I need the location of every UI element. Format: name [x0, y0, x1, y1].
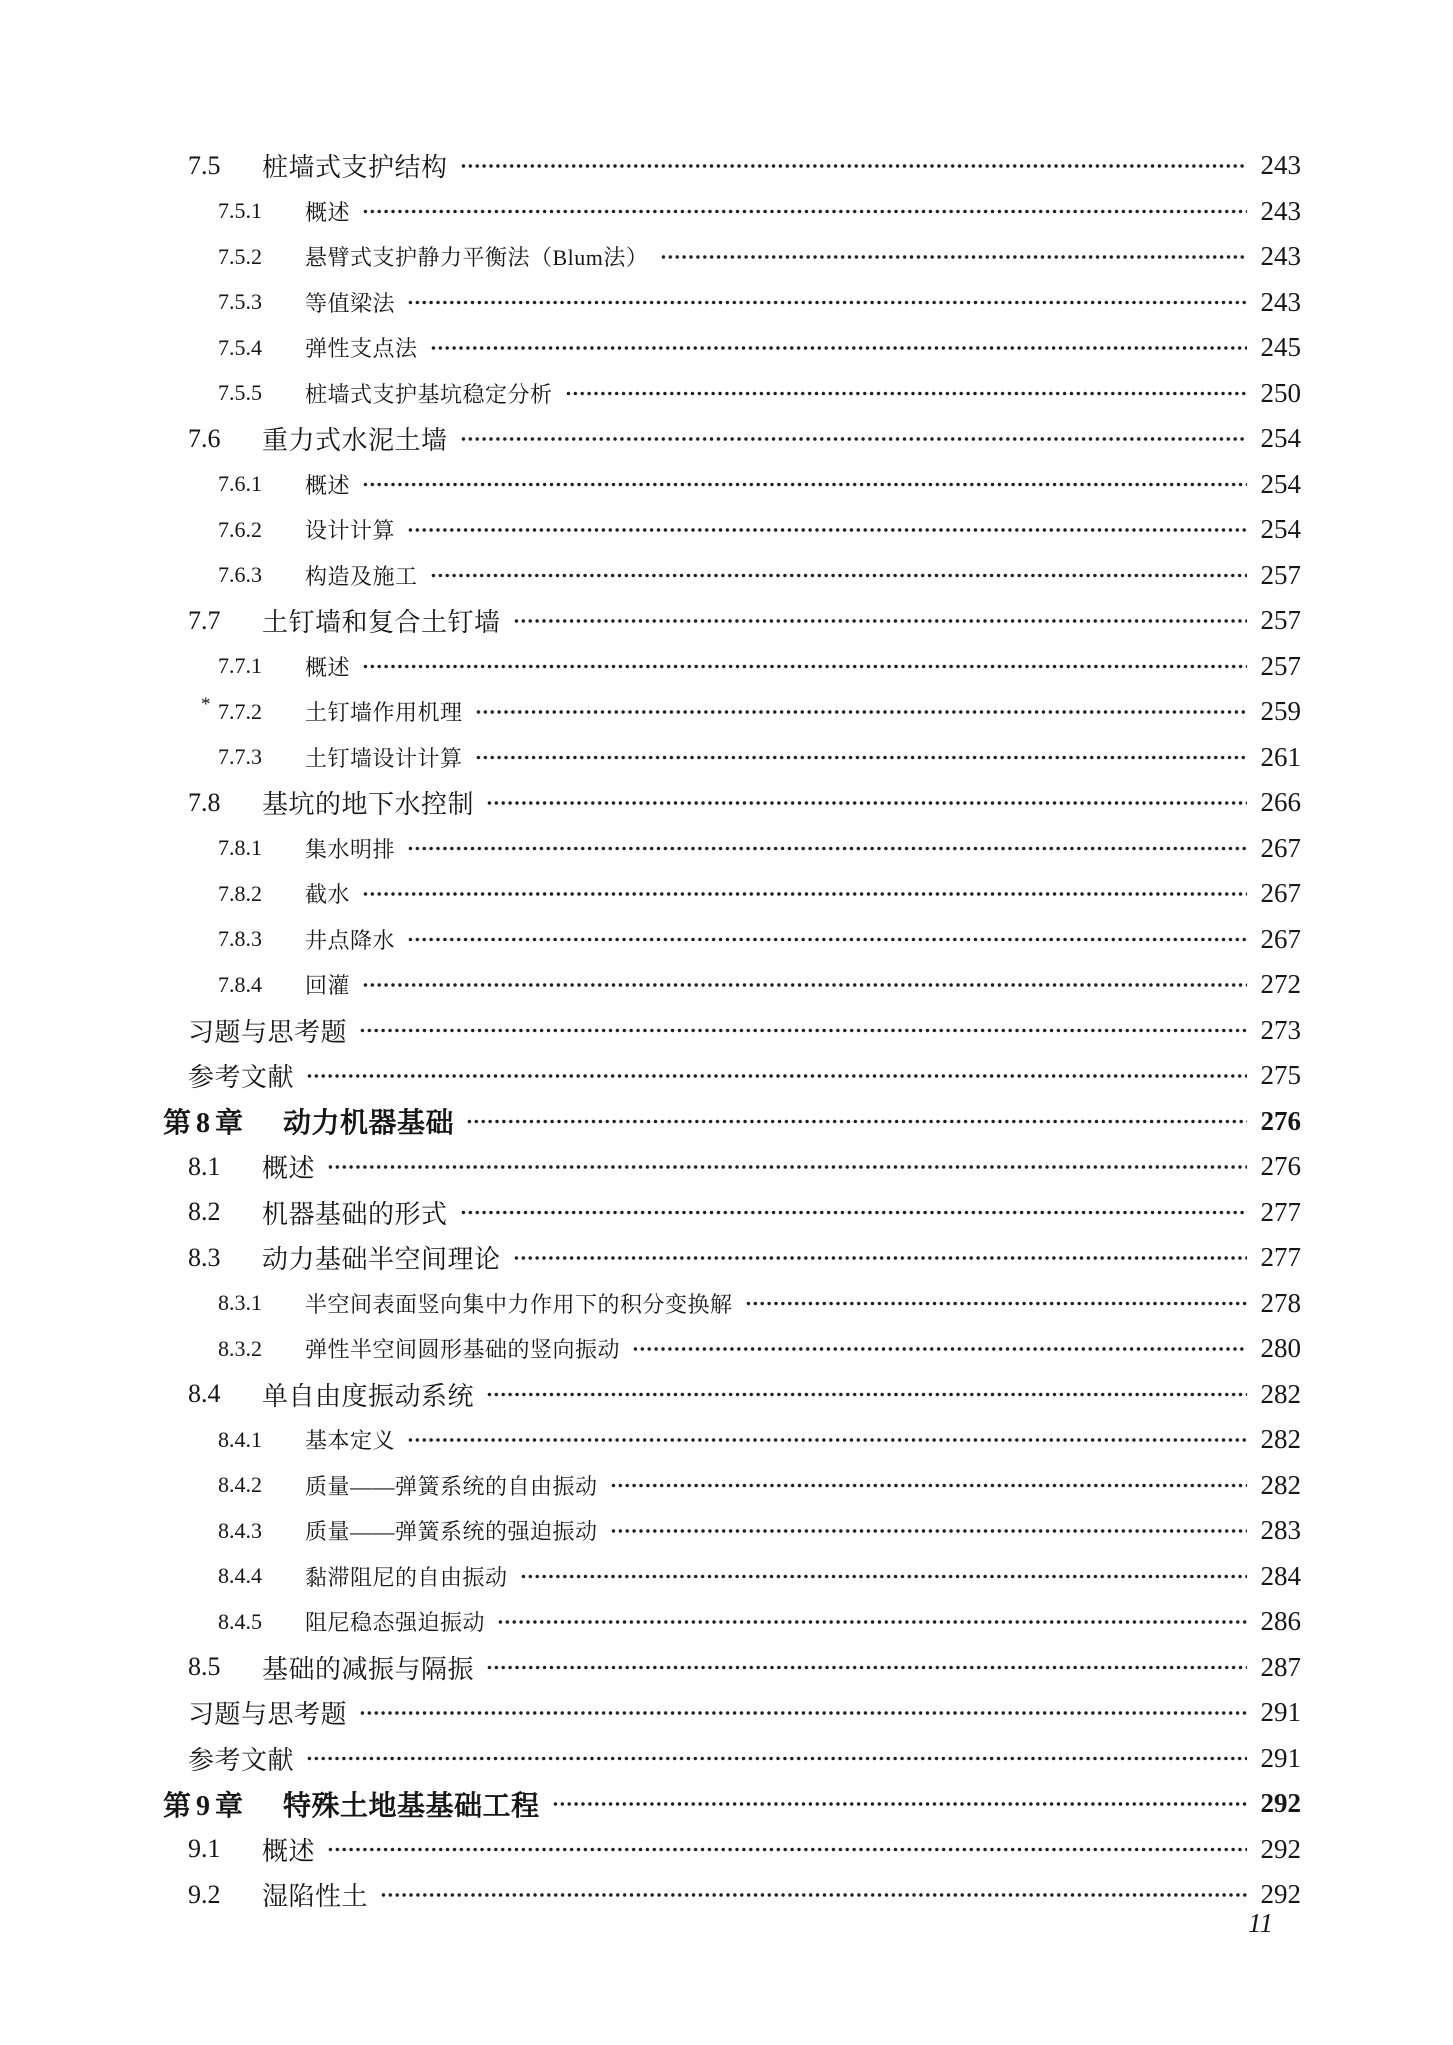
entry-page: 286: [1260, 1606, 1301, 1637]
entry-number: 7.6: [188, 423, 221, 453]
dot-leader: [362, 189, 1247, 235]
toc-entry: [218, 644, 1301, 690]
entry-title: 单自由度振动系统: [262, 1381, 475, 1411]
entry-page: 292: [1260, 1788, 1301, 1819]
toc-entry: [188, 1144, 1301, 1190]
entry-number: 7.7.2: [218, 698, 262, 724]
entry-title: 土钉墙作用机理: [305, 700, 463, 726]
entry-number: 第9章: [163, 1790, 249, 1822]
toc-entry: [188, 1008, 1301, 1054]
entry-page: 257: [1260, 559, 1301, 590]
entry-title: 习题与思考题: [188, 1017, 348, 1047]
entry-number: 8.3: [188, 1242, 221, 1272]
toc-entry: [188, 1372, 1301, 1418]
entry-number: 8.2: [188, 1197, 221, 1227]
entry-number: 9.1: [188, 1834, 221, 1864]
dot-leader: [632, 1326, 1247, 1372]
entry-page: 277: [1260, 1242, 1301, 1273]
entry-number: 第8章: [163, 1108, 249, 1140]
toc-entry: [218, 553, 1301, 599]
toc-entry: [188, 1736, 1301, 1782]
entry-title: 基坑的地下水控制: [262, 790, 475, 820]
entry-title: 土钉墙和复合土钉墙: [262, 608, 501, 638]
dot-leader: [610, 1463, 1247, 1509]
entry-page: 266: [1260, 787, 1301, 818]
entry-title: 悬臂式支护静力平衡法（Blum法）: [305, 245, 649, 271]
entry-title: 弹性支点法: [305, 336, 418, 362]
entry-number: 7.5.5: [218, 380, 262, 406]
dot-leader: [306, 1736, 1247, 1782]
dot-leader: [513, 1235, 1247, 1281]
entry-title: 质量——弹簧系统的强迫振动: [305, 1519, 598, 1545]
entry-number: 7.8.2: [218, 880, 262, 906]
dot-leader: [430, 553, 1247, 599]
entry-page: 254: [1260, 468, 1301, 499]
entry-page: 254: [1260, 423, 1301, 454]
entry-page: 243: [1260, 286, 1301, 317]
entry-page: 276: [1260, 1151, 1301, 1182]
entry-title: 概述: [262, 1154, 316, 1184]
dot-leader: [475, 689, 1247, 735]
entry-page: 287: [1260, 1651, 1301, 1682]
dot-leader: [407, 826, 1247, 872]
dot-leader: [362, 871, 1247, 917]
entry-number: 7.8: [188, 787, 221, 817]
page-folio: 11: [1248, 1908, 1273, 1938]
entry-title: 基本定义: [305, 1428, 396, 1454]
dot-leader: [475, 735, 1247, 781]
dot-leader: [552, 1781, 1247, 1827]
entry-title: 黏滞阻尼的自由振动: [305, 1564, 508, 1590]
entry-title: 湿陷性土: [262, 1882, 369, 1912]
entry-number: 8.4: [188, 1379, 221, 1409]
dot-leader: [327, 1827, 1247, 1873]
toc-entry: [188, 1235, 1301, 1281]
entry-number: 7.5.1: [218, 198, 262, 224]
dot-leader: [362, 644, 1247, 690]
entry-number: 7.7.1: [218, 653, 262, 679]
entry-page: 292: [1260, 1833, 1301, 1864]
toc-entry: [218, 507, 1301, 553]
entry-page: 245: [1260, 332, 1301, 363]
dot-leader: [497, 1599, 1247, 1645]
toc-entry: [218, 871, 1301, 917]
entry-number: 7.7: [188, 605, 221, 635]
toc-entry: [218, 1463, 1301, 1509]
dot-leader: [306, 1053, 1247, 1099]
toc-entry: [218, 371, 1301, 417]
entry-title: 构造及施工: [305, 563, 418, 589]
dot-leader: [660, 234, 1247, 280]
dot-leader: [362, 962, 1247, 1008]
toc-entry: [188, 1645, 1301, 1691]
entry-page: 243: [1260, 150, 1301, 181]
toc-entry: [218, 1417, 1301, 1463]
dot-leader: [430, 325, 1247, 371]
entry-title: 半空间表面竖向集中力作用下的积分变换解: [305, 1291, 733, 1317]
entry-number: 7.6.2: [218, 516, 262, 542]
entry-page: 282: [1260, 1469, 1301, 1500]
dot-leader: [407, 917, 1247, 963]
toc-entry: [218, 325, 1301, 371]
dot-leader: [407, 1417, 1247, 1463]
entry-number: 7.8.4: [218, 971, 262, 997]
toc-entry: [218, 917, 1301, 963]
entry-page: 259: [1260, 696, 1301, 727]
entry-title: 概述: [305, 199, 351, 225]
toc-entry: [188, 1872, 1301, 1918]
entry-number: 7.7.3: [218, 744, 262, 770]
entry-number: 7.8.3: [218, 926, 262, 952]
footnote-star: *: [201, 694, 211, 715]
entry-title: 回灌: [305, 973, 351, 999]
entry-title: 等值梁法: [305, 290, 396, 316]
entry-page: 276: [1260, 1105, 1301, 1136]
entry-page: 254: [1260, 514, 1301, 545]
toc-entry: [201, 689, 1301, 735]
toc-list: [163, 143, 1301, 1918]
entry-title: 集水明排: [305, 836, 396, 862]
entry-number: 7.5.4: [218, 334, 262, 360]
entry-title: 井点降水: [305, 927, 396, 953]
entry-page: 284: [1260, 1560, 1301, 1591]
toc-entry: [218, 280, 1301, 326]
dot-leader: [460, 143, 1247, 189]
entry-number: 8.3.1: [218, 1290, 262, 1316]
dot-leader: [466, 1099, 1247, 1145]
dot-leader: [460, 1190, 1247, 1236]
entry-page: 257: [1260, 650, 1301, 681]
entry-page: 291: [1260, 1742, 1301, 1773]
entry-title: 概述: [305, 654, 351, 680]
entry-title: 动力机器基础: [283, 1108, 455, 1140]
dot-leader: [362, 462, 1247, 508]
entry-title: 设计计算: [305, 518, 396, 544]
toc-entry: [163, 1781, 1301, 1827]
entry-title: 特殊土地基基础工程: [283, 1790, 540, 1822]
toc-entry: [188, 143, 1301, 189]
entry-title: 弹性半空间圆形基础的竖向振动: [305, 1337, 621, 1363]
entry-title: 桩墙式支护基坑稳定分析: [305, 381, 553, 407]
entry-number: 8.5: [188, 1652, 221, 1682]
toc-entry: [218, 735, 1301, 781]
entry-number: 7.5: [188, 150, 221, 180]
entry-page: 292: [1260, 1879, 1301, 1910]
dot-leader: [327, 1144, 1247, 1190]
entry-number: 7.8.1: [218, 835, 262, 861]
toc-entry: [218, 1326, 1301, 1372]
entry-number: 7.5.2: [218, 243, 262, 269]
toc-entry: [218, 462, 1301, 508]
entry-number: 8.3.2: [218, 1335, 262, 1361]
entry-page: 267: [1260, 923, 1301, 954]
entry-page: 291: [1260, 1697, 1301, 1728]
toc-entry: [218, 962, 1301, 1008]
dot-leader: [610, 1508, 1247, 1554]
toc-entry: [188, 1690, 1301, 1736]
entry-page: 243: [1260, 241, 1301, 272]
toc-entry: [188, 416, 1301, 462]
entry-title: 概述: [305, 472, 351, 498]
dot-leader: [460, 416, 1247, 462]
entry-page: 282: [1260, 1424, 1301, 1455]
entry-number: 7.5.3: [218, 289, 262, 315]
entry-page: 275: [1260, 1060, 1301, 1091]
toc-entry: [188, 780, 1301, 826]
toc-entry: [218, 189, 1301, 235]
entry-number: 8.4.5: [218, 1608, 262, 1634]
entry-title: 参考文献: [188, 1063, 295, 1093]
dot-leader: [745, 1281, 1247, 1327]
entry-title: 基础的减振与隔振: [262, 1654, 475, 1684]
entry-page: 273: [1260, 1014, 1301, 1045]
entry-page: 257: [1260, 605, 1301, 636]
toc-entry: [218, 234, 1301, 280]
entry-number: 7.6.3: [218, 562, 262, 588]
entry-page: 283: [1260, 1515, 1301, 1546]
toc-entry: [188, 598, 1301, 644]
entry-title: 习题与思考题: [188, 1700, 348, 1730]
toc-entry: [188, 1053, 1301, 1099]
entry-page: 267: [1260, 878, 1301, 909]
entry-title: 截水: [305, 882, 351, 908]
toc-entry: [188, 1190, 1301, 1236]
entry-number: 8.4.1: [218, 1426, 262, 1452]
entry-number: 9.2: [188, 1879, 221, 1909]
entry-title: 重力式水泥土墙: [262, 426, 448, 456]
entry-page: 267: [1260, 832, 1301, 863]
dot-leader: [486, 1372, 1247, 1418]
entry-page: 243: [1260, 195, 1301, 226]
entry-page: 282: [1260, 1378, 1301, 1409]
entry-title: 质量——弹簧系统的自由振动: [305, 1473, 598, 1499]
entry-title: 桩墙式支护结构: [262, 153, 448, 183]
entry-page: 277: [1260, 1196, 1301, 1227]
entry-page: 272: [1260, 969, 1301, 1000]
entry-number: 8.4.4: [218, 1563, 262, 1589]
toc-entry: [188, 1827, 1301, 1873]
entry-title: 阻尼稳态强迫振动: [305, 1610, 486, 1636]
toc-entry: [218, 1599, 1301, 1645]
dot-leader: [565, 371, 1247, 417]
entry-title: 概述: [262, 1836, 316, 1866]
toc-entry: [218, 1554, 1301, 1600]
entry-title: 参考文献: [188, 1745, 295, 1775]
entry-number: 8.1: [188, 1151, 221, 1181]
dot-leader: [486, 1645, 1247, 1691]
dot-leader: [380, 1872, 1247, 1918]
entry-number: 7.6.1: [218, 471, 262, 497]
toc-entry: [218, 826, 1301, 872]
entry-number: 8.4.2: [218, 1472, 262, 1498]
dot-leader: [407, 280, 1247, 326]
entry-page: 278: [1260, 1287, 1301, 1318]
entry-page: 280: [1260, 1333, 1301, 1364]
toc-entry: [163, 1099, 1301, 1145]
dot-leader: [513, 598, 1247, 644]
entry-number: 8.4.3: [218, 1517, 262, 1543]
dot-leader: [359, 1690, 1247, 1736]
entry-page: 261: [1260, 741, 1301, 772]
dot-leader: [359, 1008, 1247, 1054]
entry-page: 250: [1260, 377, 1301, 408]
entry-title: 土钉墙设计计算: [305, 745, 463, 771]
dot-leader: [407, 507, 1247, 553]
dot-leader: [486, 780, 1247, 826]
toc-entry: [218, 1508, 1301, 1554]
entry-title: 机器基础的形式: [262, 1199, 448, 1229]
toc-entry: [218, 1281, 1301, 1327]
entry-title: 动力基础半空间理论: [262, 1245, 501, 1275]
dot-leader: [520, 1554, 1247, 1600]
